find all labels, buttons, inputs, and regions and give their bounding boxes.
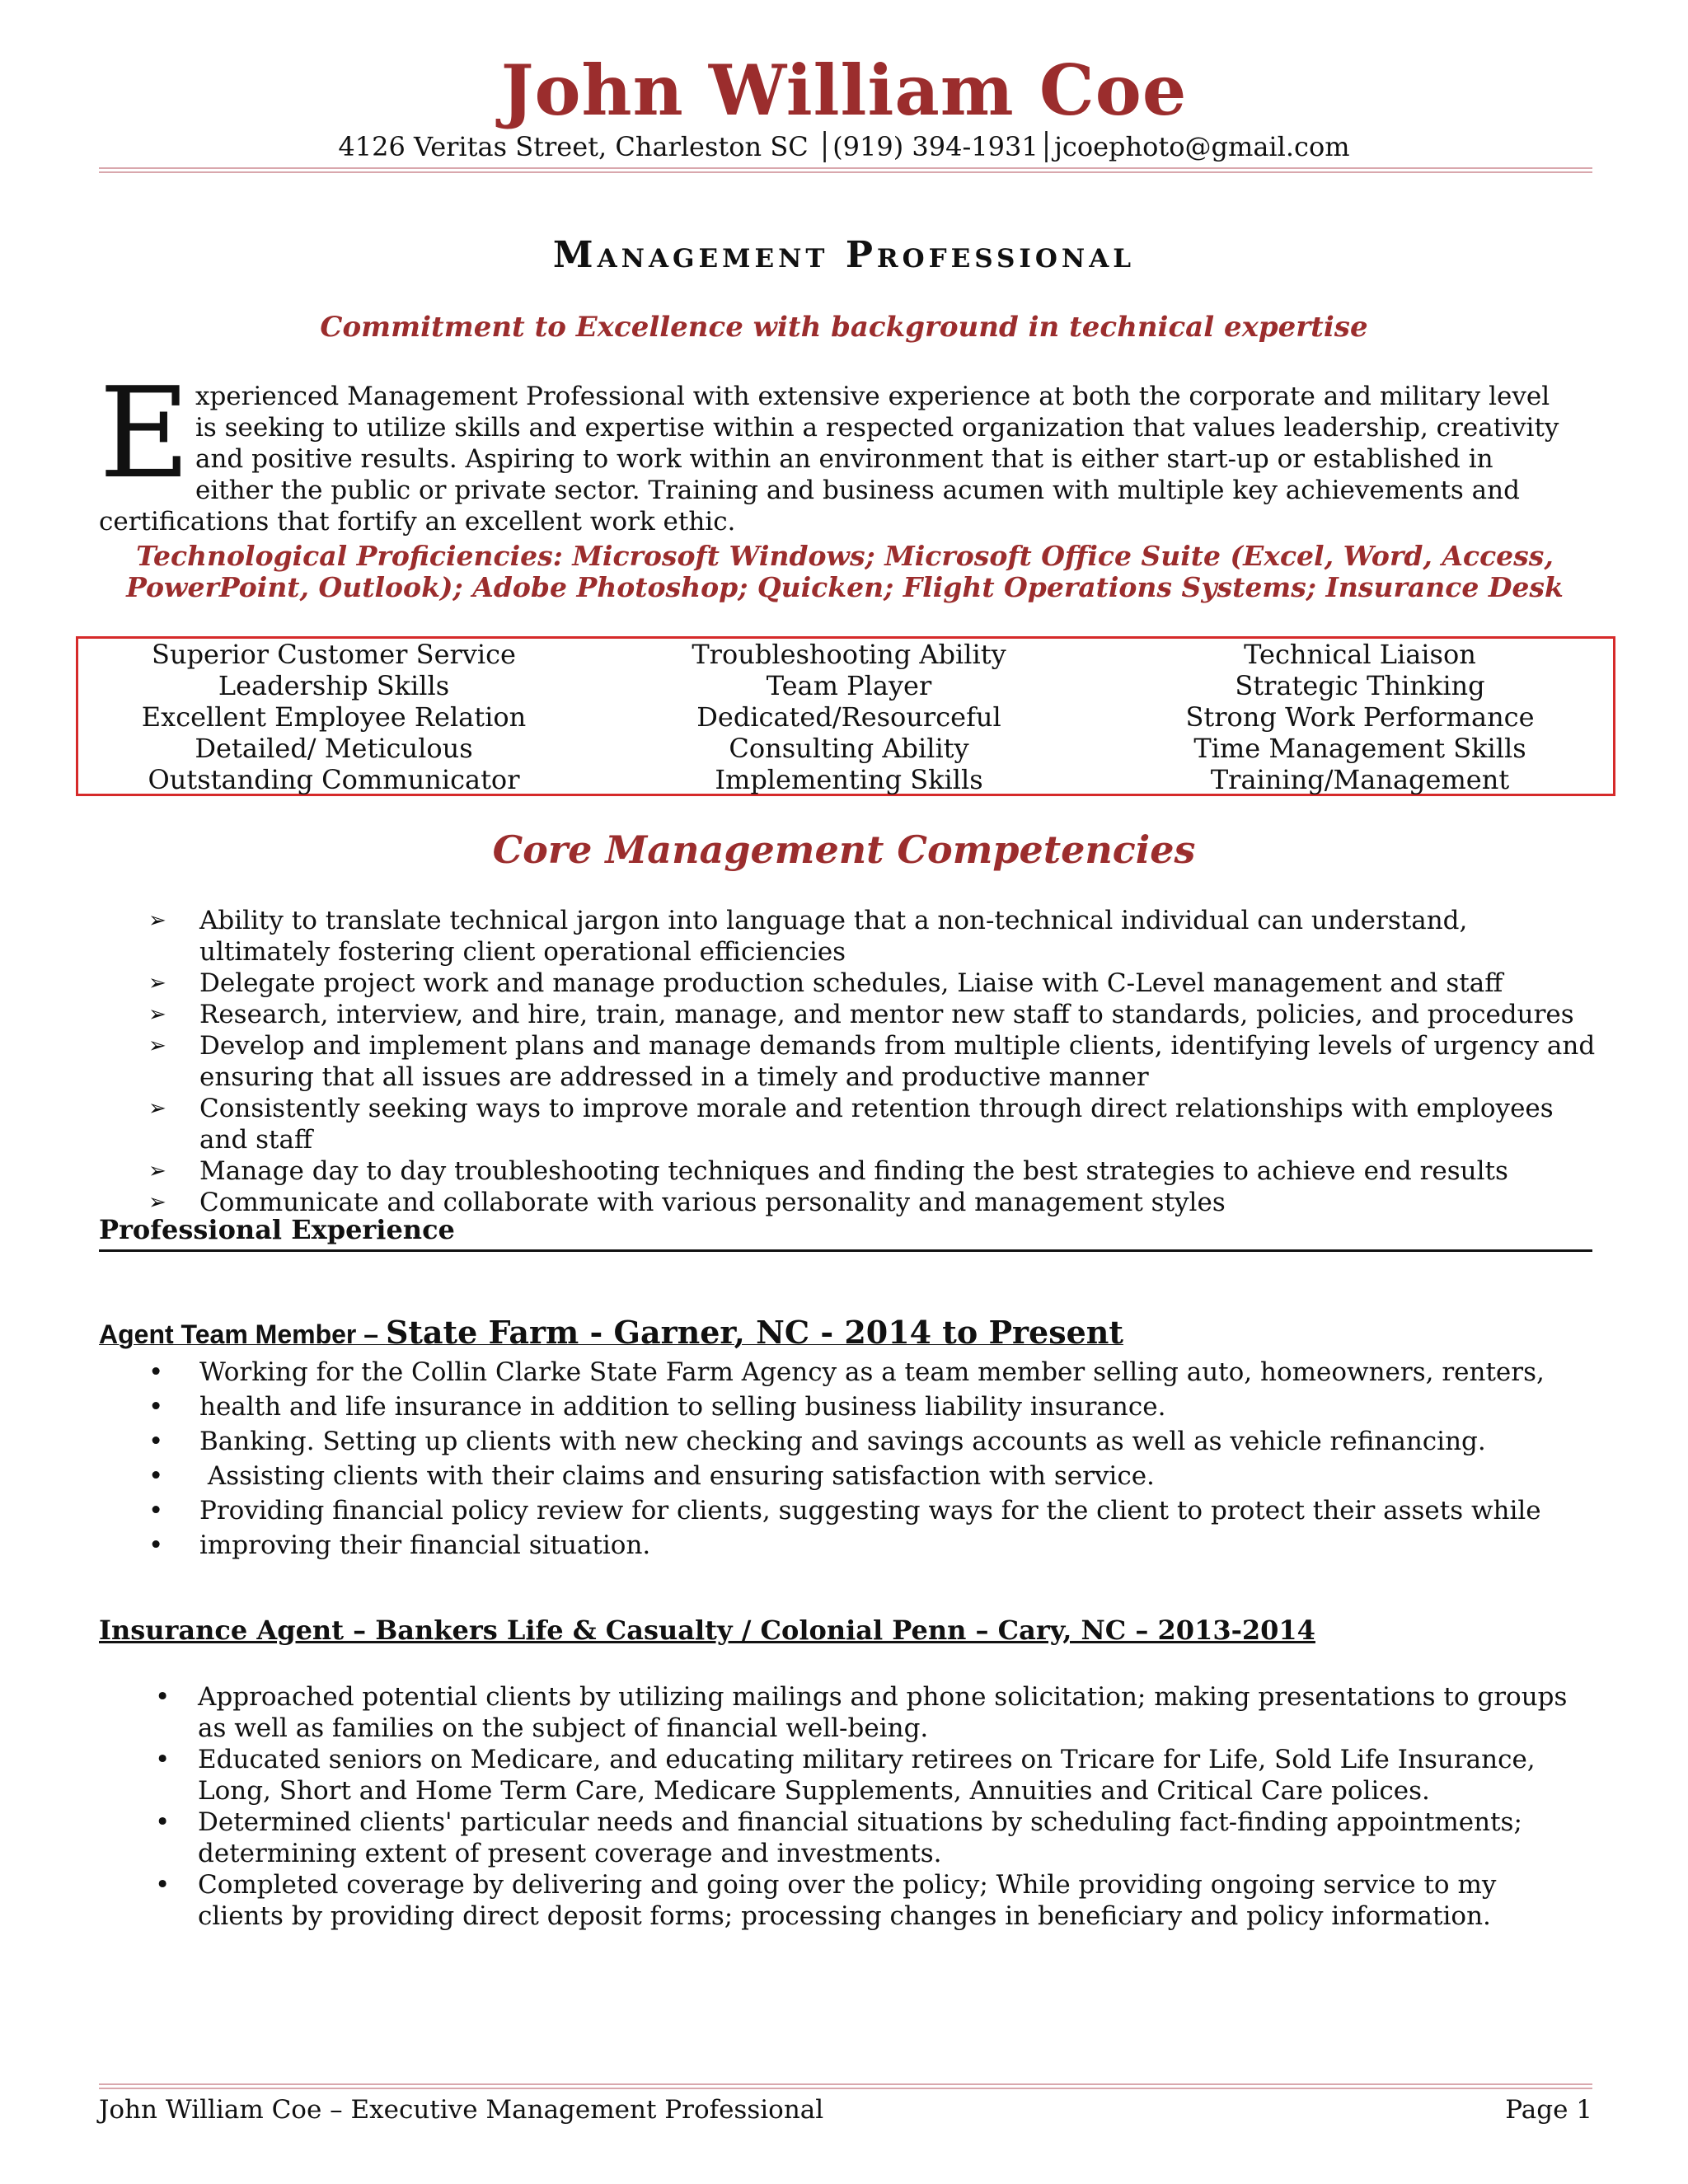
list-item: • Assisting clients with their claims and ensuring satisfaction with service. xyxy=(148,1459,1599,1493)
list-item: • Banking. Setting up clients with new checking and savings accounts as well as vehicle refinancing. xyxy=(148,1424,1599,1459)
job2-duties-list xyxy=(148,1681,1582,1932)
job1-duties-list xyxy=(148,1355,1599,1563)
arrow-bullet-icon: ➢ xyxy=(148,971,166,996)
skill-item: Consulting Ability xyxy=(729,733,969,764)
core-competencies-list xyxy=(148,905,1599,1218)
skill-item: Leadership Skills xyxy=(218,670,450,701)
list-item: ➢ Develop and implement plans and manage demands from multiple clients, identifying levels of urgency and ensuring that all issues are addressed in a timely and productive manner xyxy=(148,1031,1596,1092)
skill-item: Team Player xyxy=(766,670,932,701)
skill-item: Detailed/ Meticulous xyxy=(195,733,473,764)
bullet-icon: • xyxy=(155,1682,171,1712)
skill-item: Outstanding Communicator xyxy=(148,764,520,795)
bullet-icon: • xyxy=(148,1496,164,1526)
skill-item: Dedicated/Resourceful xyxy=(696,701,1001,733)
skills-box xyxy=(76,636,1615,796)
skill-item: Time Management Skills xyxy=(1193,733,1526,764)
arrow-bullet-icon: ➢ xyxy=(148,908,166,933)
list-item: • Educated seniors on Medicare, and educating military retirees on Tricare for Life, Sold Life Insurance, Long, Short and Home Term Care, Medicare Supplements, Annuities and Critical Care polices. xyxy=(155,1745,1536,1806)
arrow-bullet-icon: ➢ xyxy=(148,1159,166,1183)
arrow-bullet-icon: ➢ xyxy=(148,1190,166,1215)
list-item: • health and life insurance in addition to selling business liability insurance. xyxy=(148,1390,1599,1424)
skills-column-3 xyxy=(1104,639,1615,795)
skill-item: Strong Work Performance xyxy=(1185,701,1535,733)
contact-line: 4126 Veritas Street, Charleston SC │(919) 394-1931│jcoephoto@gmail.com xyxy=(338,131,1350,162)
list-item: • Providing financial policy review for clients, suggesting ways for the client to protect their assets while xyxy=(148,1493,1599,1528)
tech-proficiencies-line-2: PowerPoint, Outlook); Adobe Photoshop; Quicken; Flight Operations Systems; Insurance Desk xyxy=(126,571,1564,603)
header-divider-bottom xyxy=(99,171,1592,173)
footer-divider-top xyxy=(99,2083,1592,2085)
skill-item: Technical Liaison xyxy=(1244,639,1476,670)
drop-cap: E xyxy=(99,360,190,506)
bullet-icon: • xyxy=(148,1357,164,1387)
list-item: • Determined clients' particular needs and financial situations by scheduling fact-finding appointments; determining extent of present coverage and investments. xyxy=(155,1807,1522,1868)
skill-item: Strategic Thinking xyxy=(1235,670,1485,701)
bullet-icon: • xyxy=(155,1870,171,1900)
bullet-icon: • xyxy=(148,1392,164,1422)
professional-experience-heading: Professional Experience xyxy=(99,1214,455,1245)
list-item: • Completed coverage by delivering and going over the policy; While providing ongoing service to my clients by providing direct deposit forms; processing changes in beneficiary and policy information. xyxy=(155,1870,1497,1931)
skills-column-2 xyxy=(593,639,1104,795)
arrow-bullet-icon: ➢ xyxy=(148,1033,166,1058)
summary-paragraph xyxy=(99,360,1574,537)
arrow-bullet-icon: ➢ xyxy=(148,1096,166,1121)
headline: Management Professional xyxy=(552,234,1136,276)
list-item: ➢ Research, interview, and hire, train, manage, and mentor new staff to standards, policies, and procedures xyxy=(148,1000,1574,1029)
core-competencies-title: Core Management Competencies xyxy=(492,827,1196,872)
tech-proficiencies xyxy=(124,541,1566,603)
footer-title: John William Coe – Executive Management Professional xyxy=(99,2095,824,2125)
skill-item: Implementing Skills xyxy=(715,764,983,795)
bullet-icon: • xyxy=(148,1427,164,1456)
tech-proficiencies-line-1: Technological Proficiencies: Microsoft Windows; Microsoft Office Suite (Excel, Word, Access, xyxy=(136,540,1554,572)
list-item: ➢ Delegate project work and manage production schedules, Liaise with C-Level management and staff xyxy=(148,968,1503,998)
list-item: ➢ Manage day to day troubleshooting techniques and finding the best strategies to achieve end results xyxy=(148,1156,1508,1186)
skill-item: Training/Management xyxy=(1210,764,1510,795)
list-item: ➢ Communicate and collaborate with various personality and management styles xyxy=(148,1188,1226,1217)
bullet-icon: • xyxy=(155,1807,171,1837)
list-item: ➢ Ability to translate technical jargon into language that a non-technical individual can understand, ultimately fostering client operational efficiencies xyxy=(148,906,1468,967)
tagline: Commitment to Excellence with background in technical expertise xyxy=(320,311,1368,344)
list-item: ➢ Consistently seeking ways to improve morale and retention through direct relationships with employees and staff xyxy=(148,1094,1554,1155)
section-divider xyxy=(99,1249,1592,1252)
page-number: Page 1 xyxy=(1505,2095,1592,2125)
job-role: Agent Team Member – xyxy=(99,1319,386,1349)
skill-item: Superior Customer Service xyxy=(152,639,516,670)
resume-name: John William Coe xyxy=(500,49,1188,131)
list-item: • improving their financial situation. xyxy=(148,1528,1599,1563)
job-title-bankers-life: Insurance Agent – Bankers Life & Casualty / Colonial Penn – Cary, NC – 2013-2014 xyxy=(99,1615,1315,1646)
bullet-icon: • xyxy=(155,1745,171,1774)
skill-item: Troubleshooting Ability xyxy=(692,639,1006,670)
footer-divider-bottom xyxy=(99,2088,1592,2089)
skill-item: Excellent Employee Relation xyxy=(141,701,527,733)
list-item: • Working for the Collin Clarke State Farm Agency as a team member selling auto, homeowners, renters, xyxy=(148,1355,1599,1390)
arrow-bullet-icon: ➢ xyxy=(148,1002,166,1027)
job-employer: State Farm - Garner, NC - 2014 to Present xyxy=(385,1314,1123,1351)
job-title-state-farm xyxy=(99,1314,1123,1351)
bullet-icon: • xyxy=(148,1461,164,1491)
summary-text: xperienced Management Professional with extensive experience at both the corporate and military level is seeking to utilize skills and expertise within a respected organization that values leadership, creativity and positive results. Aspiring to work within an environment that is either start-up or established in either the public or private sector. Training and business acumen with multiple key achievements and certifications that fortify an excellent work ethic. xyxy=(99,382,1559,537)
list-item: • Approached potential clients by utilizing mailings and phone solicitation; making presentations to groups as well as families on the subject of financial well-being. xyxy=(155,1682,1568,1743)
bullet-icon: • xyxy=(148,1530,164,1560)
header-divider-top xyxy=(99,167,1592,169)
skills-column-1 xyxy=(78,639,589,795)
